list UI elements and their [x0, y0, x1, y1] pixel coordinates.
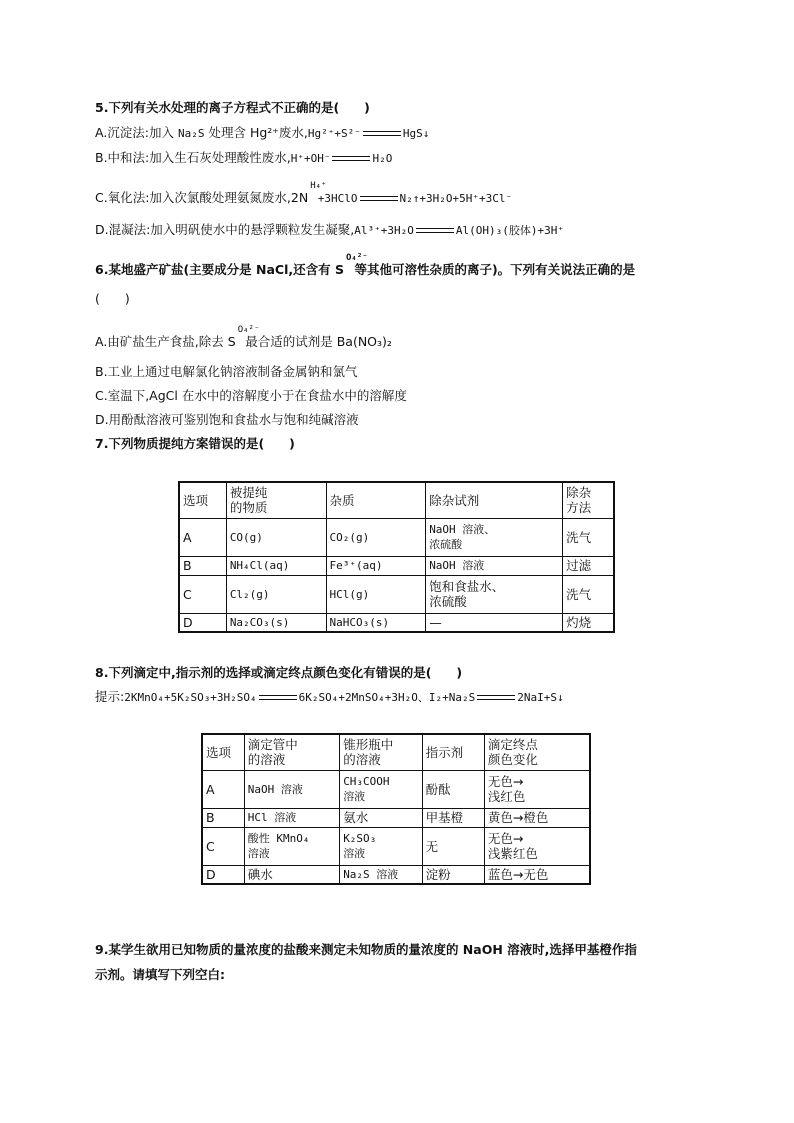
table-cell: B: [179, 556, 226, 575]
table-header-cell: 选项: [202, 734, 244, 770]
table-cell: 无: [422, 827, 484, 865]
equal-sign-icon: [259, 694, 297, 702]
q8-table: [201, 733, 591, 885]
q6-option-d: D.用酚酞溶液可鉴别饱和食盐水与饱和纯碱溶液: [95, 412, 359, 427]
table-header-cell: 杂质: [326, 482, 426, 518]
q9-stem-line2: 示剂。请填写下列空白:: [95, 967, 225, 982]
table-cell: 蓝色→无色: [484, 865, 590, 884]
table-header-cell: 锥形瓶中 的溶液: [340, 734, 422, 770]
table-header-cell: 除杂试剂: [426, 482, 563, 518]
table-cell: 灼烧: [563, 613, 614, 632]
q7-table: [178, 481, 615, 633]
q6-stem: 6.某地盛产矿盐(主要成分是 NaCl,还含有 S O₄²⁻ 等其他可溶性杂质的离子)。下列有关说法正确的是: [95, 253, 636, 277]
q8-hint: 提示:2KMnO₄+5K₂SO₃+3H₂SO₄ 6K₂SO₄+2MnSO₄+3H₂O、I₂+Na₂S 2NaI+S↓: [95, 689, 564, 704]
table-cell: D: [179, 613, 226, 632]
table-cell: NH₄Cl(aq): [226, 556, 326, 575]
table-header-row: [179, 482, 614, 518]
table-cell: Na₂S 溶液: [340, 865, 422, 884]
q6-option-c: C.室温下,AgCl 在水中的溶解度小于在食盐水中的溶解度: [95, 388, 407, 403]
table-cell: K₂SO₃ 溶液: [340, 827, 422, 865]
table-cell: C: [179, 575, 226, 613]
q7-stem: 7.下列物质提纯方案错误的是( ): [95, 436, 295, 451]
table-row: [179, 518, 614, 556]
table-cell: HCl(g): [326, 575, 426, 613]
equal-sign-icon: [332, 155, 370, 163]
table-cell: NaOH 溶液: [244, 770, 339, 808]
q5-option-d: D.混凝法:加入明矾使水中的悬浮颗粒发生凝聚,Al³⁺+3H₂O Al(OH)₃(胶体)+3H⁺: [95, 222, 564, 237]
table-cell: Na₂CO₃(s): [226, 613, 326, 632]
table-cell: 酚酞: [422, 770, 484, 808]
table-row: [179, 575, 614, 613]
table-cell: A: [179, 518, 226, 556]
table-cell: 碘水: [244, 865, 339, 884]
table-cell: CO₂(g): [326, 518, 426, 556]
table-cell: B: [202, 808, 244, 827]
q5-option-b: B.中和法:加入生石灰处理酸性废水,H⁺+OH⁻ H₂O: [95, 150, 393, 165]
table-cell: 洗气: [563, 575, 614, 613]
q6-blank: ( ): [95, 291, 130, 306]
table-row: [202, 808, 590, 827]
q6-option-a: A.由矿盐生产食盐,除去 S O₄²⁻ 最合适的试剂是 Ba(NO₃)₂: [95, 325, 392, 349]
table-cell: 氨水: [340, 808, 422, 827]
table-cell: C: [202, 827, 244, 865]
table-cell: 酸性 KMnO₄ 溶液: [244, 827, 339, 865]
table-cell: CH₃COOH 溶液: [340, 770, 422, 808]
sulfate-ion: O₄²⁻: [345, 253, 368, 263]
equal-sign-icon: [363, 130, 401, 138]
q9-stem-line1: 9.某学生欲用已知物质的量浓度的盐酸来测定未知物质的量浓度的 NaOH 溶液时,选择甲基橙作指: [95, 942, 637, 957]
table-row: [179, 613, 614, 632]
table-cell: CO(g): [226, 518, 326, 556]
table-cell: 淀粉: [422, 865, 484, 884]
q5-stem: 5.下列有关水处理的离子方程式不正确的是( ): [95, 100, 370, 115]
table-header-cell: 除杂 方法: [563, 482, 614, 518]
equal-sign-icon: [360, 195, 398, 203]
table-cell: 甲基橙: [422, 808, 484, 827]
table-cell: D: [202, 865, 244, 884]
ammonium-ion: H₄⁺: [310, 181, 327, 191]
q5-option-a: A.沉淀法:加入 Na₂S 处理含 Hg²⁺废水,Hg²⁺+S²⁻ HgS↓: [95, 125, 430, 140]
table-cell: HCl 溶液: [244, 808, 339, 827]
table-row: [202, 827, 590, 865]
q5-option-c: C.氧化法:加入次氯酸处理氨氮废水,2N H₄⁺ +3HClO N₂↑+3H₂O+5H⁺+3Cl⁻: [95, 181, 513, 205]
table-cell: 洗气: [563, 518, 614, 556]
table-row: [202, 865, 590, 884]
table-row: [179, 556, 614, 575]
table-row: [202, 770, 590, 808]
q6-option-b: B.工业上通过电解氯化钠溶液制备金属钠和氯气: [95, 364, 358, 379]
table-header-cell: 选项: [179, 482, 226, 518]
table-cell: 无色→ 浅红色: [484, 770, 590, 808]
table-header-cell: 滴定终点 颜色变化: [484, 734, 590, 770]
equal-sign-icon: [416, 227, 454, 235]
table-cell: NaOH 溶液: [426, 556, 563, 575]
table-cell: A: [202, 770, 244, 808]
table-cell: 黄色→橙色: [484, 808, 590, 827]
q8-stem: 8.下列滴定中,指示剂的选择或滴定终点颜色变化有错误的是( ): [95, 665, 463, 680]
table-header-cell: 指示剂: [422, 734, 484, 770]
table-cell: —: [426, 613, 563, 632]
table-cell: Cl₂(g): [226, 575, 326, 613]
table-cell: 过滤: [563, 556, 614, 575]
table-cell: 无色→ 浅紫红色: [484, 827, 590, 865]
table-cell: NaOH 溶液、 浓硫酸: [426, 518, 563, 556]
sulfate-ion: O₄²⁻: [237, 325, 260, 335]
table-header-cell: 被提纯 的物质: [226, 482, 326, 518]
table-header-row: [202, 734, 590, 770]
table-cell: NaHCO₃(s): [326, 613, 426, 632]
equal-sign-icon: [477, 694, 515, 702]
table-cell: 饱和食盐水、 浓硫酸: [426, 575, 563, 613]
table-cell: Fe³⁺(aq): [326, 556, 426, 575]
table-header-cell: 滴定管中 的溶液: [244, 734, 339, 770]
